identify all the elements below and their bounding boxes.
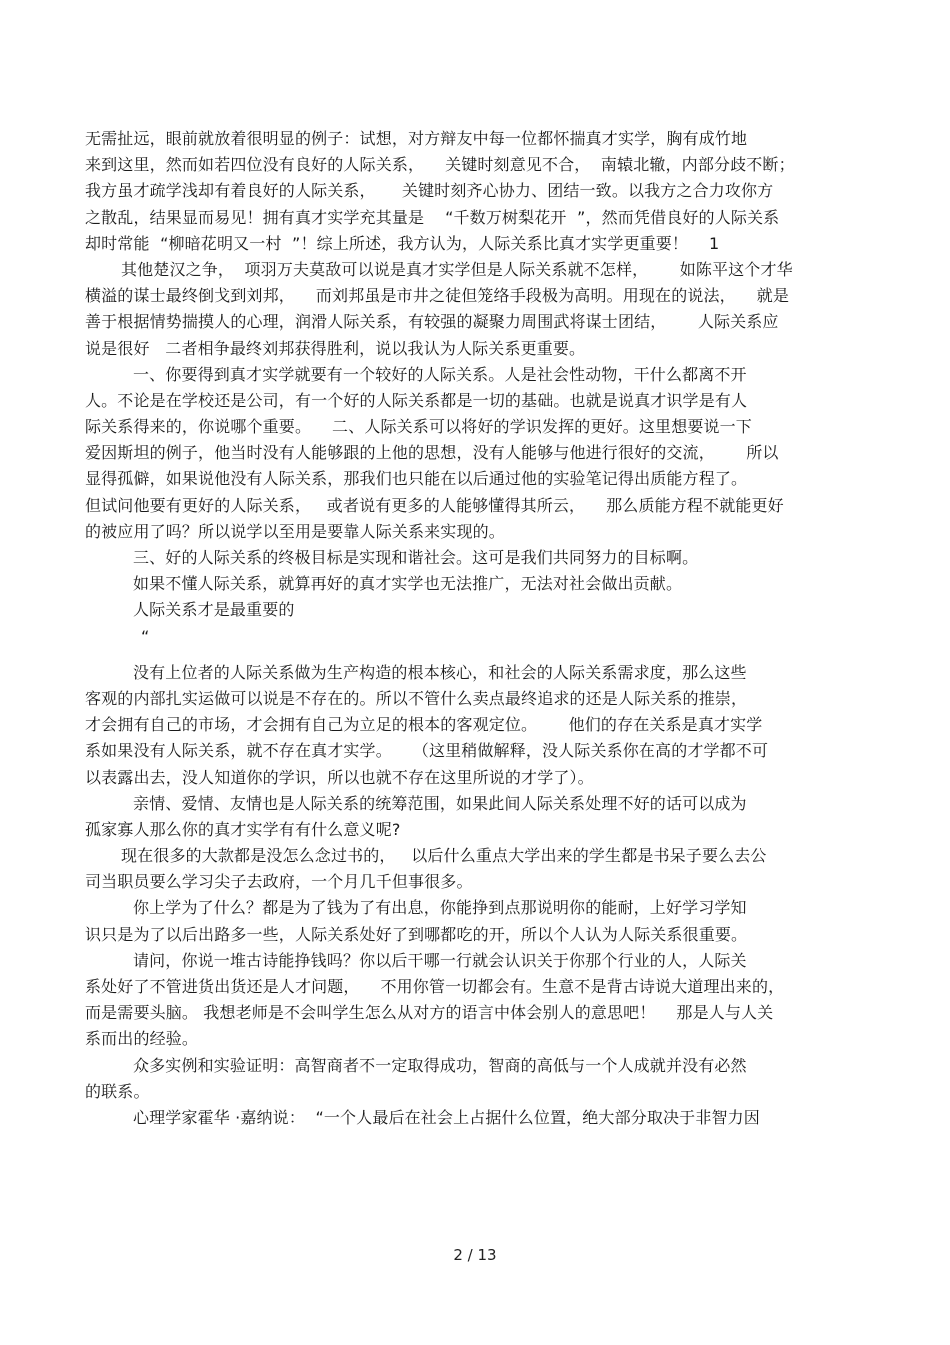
text-line: 的联系。 <box>85 1081 150 1101</box>
text-line: 却时常能 “柳暗花明又一村 ”！综上所述，我方认为，人际关系比真才实学更重要！ 1 <box>85 233 720 253</box>
text-line: 心理学家霍华 ·嘉纳说： “一个人最后在社会上占据什么位置，绝大部分取决于非智力因 <box>133 1107 760 1127</box>
paragraph <box>85 791 870 843</box>
text-line: 但试问他要有更好的人际关系， 或者说有更多的人能够懂得其所云， 那么质能方程不就能更好 <box>85 495 784 515</box>
text-line: 三、好的人际关系的终极目标是实现和谐社会。这可是我们共同努力的目标啊。 <box>133 548 699 567</box>
text-line: 孤家寡人那么你的真才实学有有什么意义呢? <box>85 819 401 839</box>
paragraph <box>85 362 870 545</box>
text-line: 系而出的经验。 <box>85 1029 199 1049</box>
text-line: 以表露出去，没人知道你的学识，所以也就不存在这里所说的才学了）。 <box>85 767 594 787</box>
text-line: 来到这里，然而如若四位没有良好的人际关系， 关键时刻意见不合， 南辕北辙，内部分歧不断； <box>85 155 795 175</box>
text-line: 系处好了不管进货出货还是人才问题， 不用你管一切都会有。生意不是背古诗说大道理出来的， <box>85 977 785 996</box>
paragraph <box>85 545 870 571</box>
paragraph <box>85 571 870 597</box>
paragraph-gap <box>85 650 870 660</box>
text-line: 没有上位者的人际关系做为生产构造的根本核心，和社会的人际关系需求度，那么这些 <box>133 662 747 682</box>
text-line: 际关系得来的，你说哪个重要。 二、人际关系可以将好的学识发挥的更好。这里想要说一下 <box>85 417 752 437</box>
text-line: 系如果没有人际关系，就不存在真才实学。 （这里稍做解释，没人际关系你在高的才学都不可 <box>85 741 769 761</box>
page-number: 2 / 13 <box>453 1246 497 1264</box>
text-line: 的被应用了吗？所以说学以至用是要靠人际关系来实现的。 <box>85 521 505 541</box>
text-line: 之散乱，结果显而易见！拥有真才实学充其量是 “千数万树梨花开 ”，然而凭借良好的人际关系 <box>85 207 780 227</box>
text-line: 人。不论是在学校还是公司，有一个好的人际关系都是一切的基础。也就是说真才识学是有人 <box>85 390 748 410</box>
paragraph <box>85 843 870 895</box>
text-line: 说是很好 二者相争最终刘邦获得胜利，说以我认为人际关系更重要。 <box>85 338 586 358</box>
paragraph <box>85 1053 870 1105</box>
text-line: 你上学为了什么？都是为了钱为了有出息，你能挣到点那说明你的能耐，上好学习学知 <box>133 898 747 918</box>
text-line: 客观的内部扎实运做可以说是不存在的。所以不管什么卖点最终追求的还是人际关系的推崇， <box>85 688 748 708</box>
paragraph <box>85 257 870 362</box>
document-body <box>85 126 870 1131</box>
paragraph <box>85 597 870 623</box>
text-line: 而是需要头脑。 我想老师是不会叫学生怎么从对方的语言中体会别人的意思吧！ 那是人与人关 <box>85 1003 774 1023</box>
paragraph <box>85 895 870 947</box>
text-line: 爱因斯坦的例子，他当时没有人能够跟的上他的思想，没有人能够与他进行很好的交流， 所以 <box>85 443 779 463</box>
paragraph <box>85 948 870 1053</box>
text-line: 亲情、爱情、友情也是人际关系的统筹范围，如果此间人际关系处理不好的话可以成为 <box>133 793 747 813</box>
text-line: 显得孤僻，如果说他没有人际关系，那我们也只能在以后通过他的实验笔记得出质能方程了。 <box>85 469 748 489</box>
text-line: 识只是为了以后出路多一些，人际关系处好了到哪都吃的开，所以个人认为人际关系很重要。 <box>85 924 748 944</box>
text-line: 无需扯远，眼前就放着很明显的例子：试想，对方辩友中每一位都怀揣真才实学，胸有成竹地 <box>85 129 748 148</box>
text-line: 请问，你说一堆古诗能挣钱吗？你以后干哪一行就会认识关于你那个行业的人，人际关 <box>133 950 747 970</box>
text-line: 如果不懂人际关系，就算再好的真才实学也无法推广，无法对社会做出贡献。 <box>133 574 683 594</box>
text-line: 一、你要得到真才实学就要有一个较好的人际关系。人是社会性动物，干什么都离不开 <box>133 364 747 384</box>
paragraph <box>85 1105 870 1131</box>
text-line: 横溢的谋士最终倒戈到刘邦， 而刘邦虽是市井之徒但笼络手段极为高明。用现在的说法， 就是 <box>85 286 790 306</box>
text-line: 我方虽才疏学浅却有着良好的人际关系， 关键时刻齐心协力、团结一致。以我方之合力攻你方 <box>85 181 774 201</box>
text-line: 其他楚汉之争， 项羽万夫莫敌可以说是真才实学但是人际关系就不怎样， 如陈平这个才华 <box>121 259 793 279</box>
text-line: 善于根据情势揣摸人的心理，润滑人际关系，有较强的凝聚力周围武将谋士团结， 人际关系应 <box>85 312 779 332</box>
text-line: 司当职员要么学习尖子去政府，一个月几千但事很多。 <box>85 872 473 892</box>
text-line: 才会拥有自己的市场，才会拥有自己为立足的根本的客观定位。 他们的存在关系是真才实学 <box>85 715 763 735</box>
text-line: 众多实例和实验证明：高智商者不一定取得成功，智商的高低与一个人成就并没有必然 <box>133 1055 747 1075</box>
paragraph <box>85 126 870 257</box>
text-line: “ <box>141 626 150 646</box>
text-line: 人际关系才是最重要的 <box>133 600 295 620</box>
paragraph <box>85 624 870 650</box>
paragraph <box>85 660 870 791</box>
text-line: 现在很多的大款都是没怎么念过书的， 以后什么重点大学出来的学生都是书呆子要么去公 <box>121 846 767 866</box>
